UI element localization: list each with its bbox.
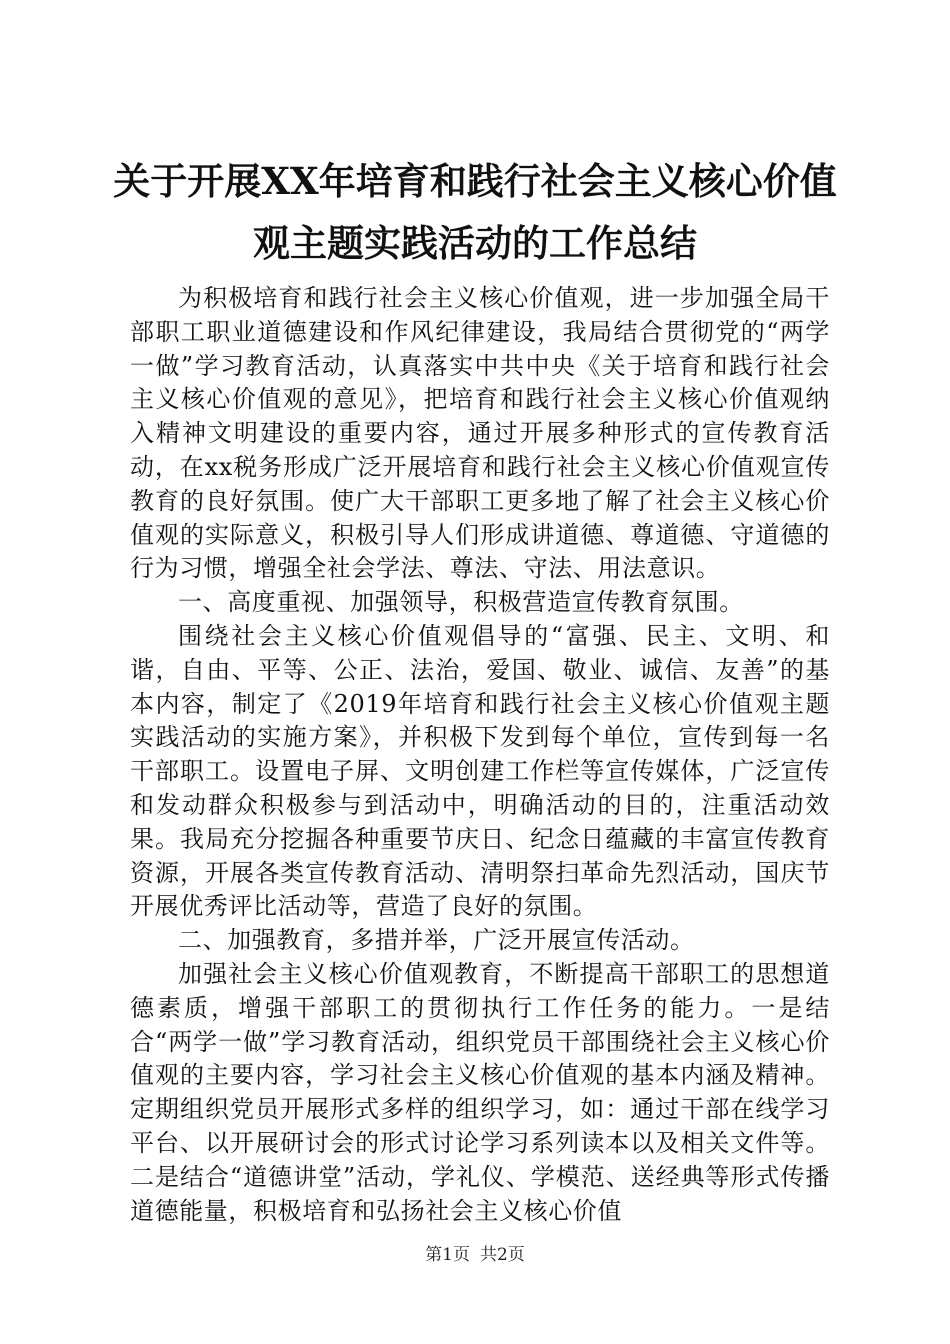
document-body [130, 282, 830, 1228]
paragraph-section-1: 围绕社会主义核心价值观倡导的“富强、民主、文明、和谐，自由、平等、公正、法治，爱国、敬业、诚信、友善”的基本内容，制定了《2019年培育和践行社会主义核心价值观主题实践活动的实施方案》，并积极下发到每个单位，宣传到每一名干部职工。设置电子屏、文明创建工作栏等宣传媒体，广泛宣传和发动群众积极参与到活动中，明确活动的目的，注重活动效果。我局充分挖掘各种重要节庆日、纪念日蕴藏的丰富宣传教育资源，开展各类宣传教育活动、清明祭扫革命先烈活动，国庆节开展优秀评比活动等，营造了良好的氛围。 [130, 621, 830, 921]
section-heading-2: 二、加强教育，多措并举，广泛开展宣传活动。 [178, 926, 695, 955]
paragraph-section-2: 加强社会主义核心价值观教育，不断提高干部职工的思想道德素质，增强干部职工的贯彻执行工作任务的能力。一是结合“两学一做”学习教育活动，组织党员干部围绕社会主义核心价值观的主要内容，学习社会主义核心价值观的基本内涵及精神。定期组织党员开展形式多样的组织学习，如：通过干部在线学习平台、以开展研讨会的形式讨论学习系列读本以及相关文件等。二是结合“道德讲堂”活动，学礼仪、学模范、送经典等形式传播道德能量，积极培育和弘扬社会主义核心价值 [130, 959, 830, 1225]
page-number: 第1页 [425, 1245, 470, 1265]
document-title-line-2: 观主题实践活动的工作总结 [253, 221, 697, 265]
section-heading-1: 一、高度重视、加强领导，积极营造宣传教育氛围。 [178, 588, 744, 617]
page-total: 共2页 [480, 1245, 525, 1265]
page-footer [0, 1240, 950, 1265]
document-title-line-1: 关于开展XX年培育和践行社会主义核心价值 [113, 159, 837, 203]
paragraph-intro: 为积极培育和践行社会主义核心价值观，进一步加强全局干部职工职业道德建设和作风纪律建设，我局结合贯彻党的“两学一做”学习教育活动，认真落实中共中央《关于培育和践行社会主义核心价值观的意见》，把培育和践行社会主义核心价值观纳入精神文明建设的重要内容，通过开展多种形式的宣传教育活动，在xx税务形成广泛开展培育和践行社会主义核心价值观宣传教育的良好氛围。使广大干部职工更多地了解了社会主义核心价值观的实际意义，积极引导人们形成讲道德、尊道德、守道德的行为习惯，增强全社会学法、尊法、守法、用法意识。 [130, 284, 830, 583]
